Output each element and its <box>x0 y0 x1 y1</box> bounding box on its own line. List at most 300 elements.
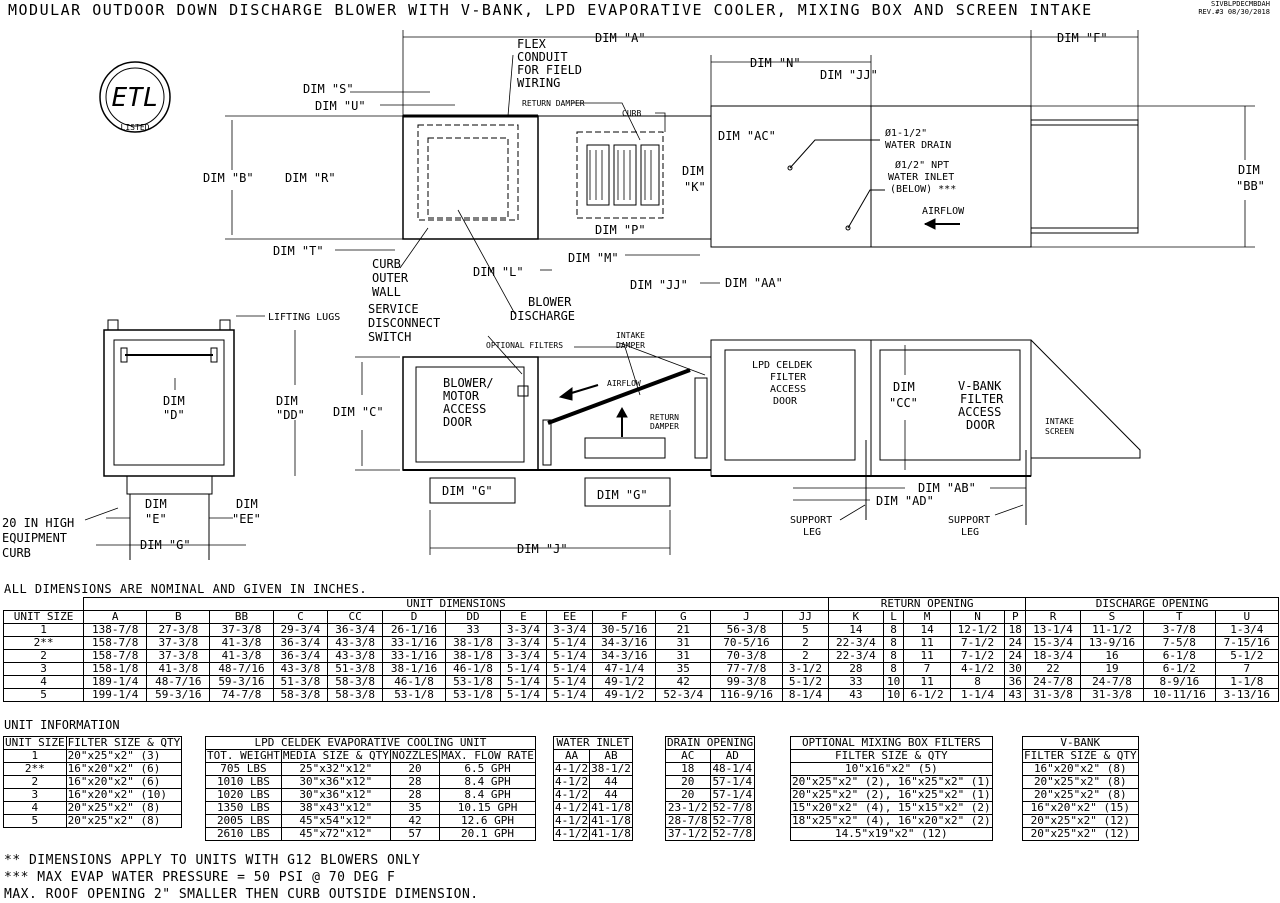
table-cell: 6-1/2 <box>904 689 950 702</box>
table-cell: 4-1/2 <box>555 762 589 775</box>
lpd-door-label-1: LPD CELDEK <box>752 360 813 371</box>
col-header-jj: JJ <box>782 611 828 624</box>
dim-ee-label-1: DIM <box>236 497 258 511</box>
table-cell: 20"x25"x2" (8) <box>1023 789 1139 802</box>
table-cell: 41-3/8 <box>210 637 273 650</box>
table-cell: 36-3/4 <box>328 624 383 637</box>
table-cell: 18-3/4 <box>1026 650 1081 663</box>
table-cell: 189-1/4 <box>84 676 147 689</box>
airflow-label: AIRFLOW <box>922 206 965 217</box>
table-cell: 38-1/16 <box>382 663 445 676</box>
col-header-t: T <box>1144 611 1216 624</box>
lpd-door-label-3: ACCESS <box>770 384 807 395</box>
table-cell: 18 <box>1005 624 1026 637</box>
table-cell: 37-3/8 <box>147 637 210 650</box>
dim-u-label: DIM "U" <box>315 99 366 113</box>
table-cell: 5-1/4 <box>547 637 593 650</box>
table-row <box>554 763 633 776</box>
table-cell: 4-1/2 <box>555 814 589 827</box>
table-cell: 28 <box>390 776 439 789</box>
table-row <box>1023 815 1139 828</box>
col-header-d: D <box>382 611 445 624</box>
dim-jj-label: DIM "JJ" <box>820 68 878 82</box>
col-header: TOT. WEIGHT <box>207 749 280 762</box>
support-leg-label-1b: LEG <box>803 527 822 538</box>
table-cell: 33 <box>829 676 884 689</box>
col-header-k: K <box>829 611 884 624</box>
table-cell: 2 <box>4 650 84 663</box>
table-cell: 158-7/8 <box>84 637 147 650</box>
table-cell: 16 <box>1080 650 1143 663</box>
unit-size-header: UNIT SIZE <box>4 611 84 624</box>
drain-opening-title: DRAIN OPENING <box>667 736 754 749</box>
plan-dimension-lines <box>225 30 1255 283</box>
group-unit-dimensions: UNIT DIMENSIONS <box>84 598 829 611</box>
table-cell: 37-3/8 <box>147 650 210 663</box>
table-row <box>206 763 536 776</box>
table-cell: 8 <box>883 637 904 650</box>
curb-note-2: EQUIPMENT <box>2 531 68 545</box>
support-leg-label-2b: LEG <box>961 527 980 538</box>
table-cell: 34-3/16 <box>593 650 656 663</box>
dim-f-label: DIM "F" <box>1057 31 1108 45</box>
support-leg-label-1a: SUPPORT <box>790 515 833 526</box>
table-cell: 37-1/2 <box>666 828 711 841</box>
dim-bb-label-2: "BB" <box>1236 179 1265 193</box>
table-cell: 10.15 GPH <box>440 802 536 815</box>
table-cell: 1 <box>4 624 84 637</box>
lpd-door-label-2: FILTER <box>770 372 807 383</box>
table-cell: 138-7/8 <box>84 624 147 637</box>
table-cell: 7-1/2 <box>950 637 1005 650</box>
table-cell: 23-1/2 <box>666 802 711 815</box>
water-inlet-label-1: Ø1/2" NPT <box>895 160 950 171</box>
col-header: AC <box>666 750 711 763</box>
table-cell: 24-7/8 <box>1080 676 1143 689</box>
table-cell: 70-3/8 <box>711 650 783 663</box>
table-row <box>206 828 536 841</box>
table-row <box>206 815 536 828</box>
table-cell: 5-1/4 <box>500 663 546 676</box>
table-cell: 3-3/4 <box>500 637 546 650</box>
table-cell: 705 LBS <box>206 763 282 776</box>
table-cell: 2005 LBS <box>206 815 282 828</box>
table-row <box>1023 763 1139 776</box>
water-inlet-title: WATER INLET <box>554 737 633 750</box>
elevation-dim-lines <box>85 336 1026 555</box>
table-cell: 116-9/16 <box>711 689 783 702</box>
table-cell: 1-1/8 <box>1215 676 1278 689</box>
table-cell: 8 <box>883 650 904 663</box>
water-inlet-label-3: (BELOW) *** <box>890 184 957 195</box>
table-row <box>206 776 536 789</box>
table-cell: 2 <box>782 637 828 650</box>
table-cell: 52-7/8 <box>710 815 755 828</box>
filter-unit-size-header: UNIT SIZE <box>5 736 65 749</box>
table-cell: 8 <box>950 676 1005 689</box>
table-cell: 35 <box>656 663 711 676</box>
return-damper-label: RETURN DAMPER <box>522 99 585 108</box>
table-row <box>4 815 182 828</box>
table-cell: 48-7/16 <box>210 663 273 676</box>
elev-airflow-label: AIRFLOW <box>607 379 641 388</box>
table-cell: 33 <box>446 624 501 637</box>
table-cell: 10-11/16 <box>1144 689 1216 702</box>
table-row <box>4 763 182 776</box>
table-cell: 4-1/2 <box>555 801 589 814</box>
table-cell: 14 <box>829 624 884 637</box>
dim-d-label-2: "D" <box>163 408 185 422</box>
dim-r-label: DIM "R" <box>285 171 336 185</box>
table-cell: 5-1/2 <box>1215 650 1278 663</box>
table-cell: 7 <box>904 663 950 676</box>
table-cell: 53-1/8 <box>446 676 501 689</box>
table-row <box>554 815 633 828</box>
lpd-table <box>205 736 536 841</box>
table-cell: 20"x25"x2" (3) <box>66 750 182 763</box>
dim-k-label-1: DIM <box>682 164 704 178</box>
col-header-e: E <box>500 611 546 624</box>
footnote-3: MAX. ROOF OPENING 2" SMALLER THEN CURB OUTSIDE DIMENSION. <box>4 887 479 902</box>
table-cell: 48-7/16 <box>147 676 210 689</box>
table-cell: 36-3/4 <box>273 637 328 650</box>
service-disconnect-label-2: DISCONNECT <box>368 316 441 330</box>
table-cell: 41-3/8 <box>210 650 273 663</box>
table-row <box>554 789 633 802</box>
table-cell: 4-1/2 <box>555 775 589 788</box>
mixing-box-title: OPTIONAL MIXING BOX FILTERS <box>791 737 993 750</box>
dim-c-label: DIM "C" <box>333 405 384 419</box>
table-cell: 1010 LBS <box>206 776 282 789</box>
col-header-c: C <box>273 611 328 624</box>
table-cell: 5-1/4 <box>500 676 546 689</box>
table-cell: 5-1/4 <box>547 689 593 702</box>
lifting-lugs-label: LIFTING LUGS <box>268 312 341 323</box>
table-cell: 24 <box>1005 650 1026 663</box>
dim-l-label: DIM "L" <box>473 265 524 279</box>
table-row <box>666 802 755 815</box>
table-cell: 5 <box>782 624 828 637</box>
col-header-j: J <box>711 611 783 624</box>
filter-table <box>3 736 182 828</box>
dim-n-label: DIM "N" <box>750 56 801 70</box>
col-header: AD <box>710 750 755 763</box>
table-cell: 2 <box>782 650 828 663</box>
table-cell: 1-3/4 <box>1215 624 1278 637</box>
col-header-u: U <box>1215 611 1278 624</box>
dim-g-elev-label-1: DIM "G" <box>442 484 493 498</box>
table-cell: 38-1/2 <box>591 762 631 775</box>
table-cell: 20 <box>390 763 439 776</box>
table-cell: 58-3/8 <box>328 676 383 689</box>
dim-jj2-label: DIM "JJ" <box>630 278 688 292</box>
table-cell: 4 <box>4 802 67 815</box>
blower-discharge-label-2: DISCHARGE <box>510 309 576 323</box>
curb-note-1: 20 IN HIGH <box>2 516 75 530</box>
table-cell: 57-1/4 <box>710 789 755 802</box>
table-cell: 3-13/16 <box>1215 689 1278 702</box>
flex-conduit-label-2: CONDUIT <box>517 50 568 64</box>
table-cell: 21 <box>656 624 711 637</box>
table-cell: 44 <box>590 789 633 802</box>
table-cell: 8 <box>883 624 904 637</box>
vbank-door-label-4: DOOR <box>966 418 995 432</box>
service-disconnect-label-3: SWITCH <box>368 330 412 344</box>
table-row <box>4 776 182 789</box>
plan-labels <box>203 31 1265 323</box>
drain-opening-table <box>665 736 755 841</box>
table-cell: 20"x25"x2" (8) <box>1023 776 1139 789</box>
table-cell: 15"x20"x2" (4), 15"x15"x2" (2) <box>792 801 991 814</box>
col-header-n: N <box>950 611 1005 624</box>
table-cell: 13-1/4 <box>1026 624 1081 637</box>
optional-filters-label: OPTIONAL FILTERS <box>486 341 564 350</box>
water-drain-label-2: WATER DRAIN <box>885 140 952 151</box>
table-cell: 58-3/8 <box>273 689 328 702</box>
mixing-box-col: FILTER SIZE & QTY <box>791 750 993 763</box>
table-cell: 20.1 GPH <box>440 828 536 841</box>
return-damper-elev-2: DAMPER <box>650 422 679 431</box>
dim-e-label-2: "E" <box>145 512 167 526</box>
table-cell: 20 <box>666 776 711 789</box>
table-cell: 6-1/2 <box>1144 663 1216 676</box>
table-cell: 51-3/8 <box>328 663 383 676</box>
table-cell: 2** <box>4 637 84 650</box>
table-row <box>1023 789 1139 802</box>
table-cell: 41-1/8 <box>591 801 631 814</box>
col-header: MAX. FLOW RATE <box>441 749 534 762</box>
dim-t-label: DIM "T" <box>273 244 324 258</box>
logo-text: ETL <box>111 83 159 113</box>
table-cell: 59-3/16 <box>147 689 210 702</box>
table-cell: 8.4 GPH <box>440 776 536 789</box>
dim-m-label: DIM "M" <box>568 251 619 265</box>
table-cell: 43-3/8 <box>328 650 383 663</box>
blower-discharge-label-1: BLOWER <box>528 295 572 309</box>
flex-conduit-label-1: FLEX <box>517 37 546 51</box>
table-cell: 37-3/8 <box>210 624 273 637</box>
col-header-s: S <box>1080 611 1143 624</box>
vbank-table <box>1022 736 1139 841</box>
lpd-door-label-4: DOOR <box>773 396 798 407</box>
table-cell: 35 <box>390 802 439 815</box>
table-cell: 43 <box>1005 689 1026 702</box>
water-inlet-label-2: WATER INLET <box>888 172 955 183</box>
table-cell: 49-1/2 <box>593 676 656 689</box>
table-cell: 5-1/4 <box>547 650 593 663</box>
table-row <box>1023 828 1139 841</box>
col-header: NOZZLES <box>391 749 439 762</box>
table-cell: 158-7/8 <box>84 650 147 663</box>
table-cell: 4 <box>4 676 84 689</box>
table-cell: 33-1/16 <box>382 637 445 650</box>
dim-s-label: DIM "S" <box>303 82 354 96</box>
table-row <box>791 763 993 776</box>
table-cell: 29-3/4 <box>273 624 328 637</box>
table-cell: 48-1/4 <box>710 763 755 776</box>
table-cell: 30"x36"x12" <box>281 789 390 802</box>
table-cell: 3 <box>4 789 67 802</box>
end-view-dim-lines <box>96 316 295 545</box>
table-cell: 3-3/4 <box>547 624 593 637</box>
table-cell: 41-1/8 <box>591 827 631 840</box>
dim-g-elev-label-2: DIM "G" <box>597 488 648 502</box>
table-cell: 28 <box>390 789 439 802</box>
col-header: AB <box>590 750 633 763</box>
water-drain-label-1: Ø1-1/2" <box>885 128 928 139</box>
table-cell: 43-3/8 <box>328 637 383 650</box>
table-cell: 3-7/8 <box>1144 624 1216 637</box>
table-cell: 11 <box>904 650 950 663</box>
table-cell: 20 <box>666 789 711 802</box>
intake-damper-label-2: DAMPER <box>616 341 645 350</box>
table-cell: 199-1/4 <box>84 689 147 702</box>
table-cell: 14.5"x19"x2" (12) <box>791 828 993 841</box>
table-cell: 47-1/4 <box>593 663 656 676</box>
table-cell: 7-5/8 <box>1144 637 1216 650</box>
table-cell: 31 <box>656 637 711 650</box>
table-cell: 74-7/8 <box>210 689 273 702</box>
dim-cc-label-2: "CC" <box>889 396 918 410</box>
table-cell: 38"x43"x12" <box>281 802 390 815</box>
blower-door-label-1: BLOWER/ <box>443 376 494 390</box>
dim-dd-label-2: "DD" <box>276 408 305 422</box>
table-cell: 11 <box>904 637 950 650</box>
col-header-b: B <box>147 611 210 624</box>
return-damper-elev-1: RETURN <box>650 413 679 422</box>
table-cell: 1-1/4 <box>950 689 1005 702</box>
curb-outer-label-3: WALL <box>372 285 401 299</box>
table-cell: 16"x20"x2" (6) <box>66 776 182 789</box>
table-row <box>4 650 1279 663</box>
table-cell: 20"x25"x2" (8) <box>66 802 182 815</box>
table-cell: 7 <box>1215 663 1278 676</box>
vbank-door-label-2: FILTER <box>960 392 1004 406</box>
col-header-dd: DD <box>446 611 501 624</box>
table-row <box>791 828 993 841</box>
table-row <box>206 789 536 802</box>
table-cell: 1350 LBS <box>206 802 282 815</box>
table-cell: 52-7/8 <box>710 828 755 841</box>
table-cell: 24-7/8 <box>1026 676 1081 689</box>
unit-dimensions-table <box>3 597 1279 702</box>
col-header-p: P <box>1005 611 1026 624</box>
table-cell: 5-1/2 <box>782 676 828 689</box>
table-cell: 10"x16"x2" (5) <box>791 763 993 776</box>
table-cell: 14 <box>904 624 950 637</box>
curb-note-3: CURB <box>2 546 31 560</box>
table-cell: 4-1/2 <box>555 827 589 840</box>
table-cell: 3 <box>4 663 84 676</box>
table-row <box>1023 776 1139 789</box>
table-cell: 10 <box>883 689 904 702</box>
table-cell: 22-3/4 <box>829 637 884 650</box>
table-cell: 8-1/4 <box>782 689 828 702</box>
dim-dd-label-1: DIM <box>276 394 298 408</box>
table-cell: 25"x32"x12" <box>281 763 390 776</box>
col-header-a: A <box>84 611 147 624</box>
table-cell: 22 <box>1026 663 1081 676</box>
table-cell: 52-3/4 <box>656 689 711 702</box>
footnote-1: ** DIMENSIONS APPLY TO UNITS WITH G12 BLOWERS ONLY <box>4 853 421 868</box>
table-cell: 20"x25"x2" (2), 16"x25"x2" (1) <box>792 775 991 788</box>
dim-ab-label: DIM "AB" <box>918 481 976 495</box>
table-cell: 34-3/16 <box>593 637 656 650</box>
table-cell: 30-5/16 <box>593 624 656 637</box>
col-header-f: F <box>593 611 656 624</box>
table-cell: 16"x20"x2" (6) <box>66 763 182 776</box>
table-cell: 16"x20"x2" (8) <box>1023 763 1139 776</box>
table-cell: 18"x25"x2" (4), 16"x20"x2" (2) <box>792 814 991 827</box>
table-cell: 45"x54"x12" <box>281 815 390 828</box>
table-cell: 8 <box>883 663 904 676</box>
table-cell: 30 <box>1005 663 1026 676</box>
table-row <box>4 789 182 802</box>
vbank-door-label-3: ACCESS <box>958 405 1002 419</box>
table-cell: 36 <box>1005 676 1026 689</box>
table-cell: 7-15/16 <box>1215 637 1278 650</box>
table-row <box>666 789 755 802</box>
table-row <box>4 689 1279 702</box>
blower-door-label-2: MOTOR <box>443 389 480 403</box>
table-row <box>4 624 1279 637</box>
intake-screen-label-2: SCREEN <box>1045 427 1074 436</box>
table-cell: 45"x72"x12" <box>281 828 390 841</box>
table-cell: 51-3/8 <box>273 676 328 689</box>
water-inlet-table <box>553 736 633 841</box>
col-header-m: M <box>904 611 950 624</box>
dim-bb-label-1: DIM <box>1238 163 1260 177</box>
logo-subtext: LISTED <box>120 123 150 132</box>
table-row <box>791 776 993 789</box>
col-header-bb: BB <box>210 611 273 624</box>
col-header-l: L <box>883 611 904 624</box>
col-header-ee: EE <box>547 611 593 624</box>
table-cell: 46-1/8 <box>446 663 501 676</box>
table-cell: 31-3/8 <box>1080 689 1143 702</box>
table-cell: 44 <box>590 776 633 789</box>
drawing-title: MODULAR OUTDOOR DOWN DISCHARGE BLOWER WITH V-BANK, LPD EVAPORATIVE COOLER, MIXING BOX AND SCREEN INTAKE <box>8 1 1093 19</box>
plan-leaders <box>400 55 665 314</box>
table-cell: 56-3/8 <box>711 624 783 637</box>
table-cell: 36-3/4 <box>273 650 328 663</box>
table-cell: 5-1/4 <box>547 663 593 676</box>
dim-b-label: DIM "B" <box>203 171 254 185</box>
table-cell: 1020 LBS <box>206 789 282 802</box>
drawing-number: SIVBLPDECMBDAH <box>1210 0 1270 8</box>
dim-p-label: DIM "P" <box>595 223 646 237</box>
table-cell: 8-9/16 <box>1144 676 1216 689</box>
table-cell: 3-1/2 <box>782 663 828 676</box>
table-cell: 5 <box>4 815 67 828</box>
table-cell: 5 <box>4 689 84 702</box>
end-view <box>104 320 234 560</box>
unit-info-label: UNIT INFORMATION <box>4 718 120 732</box>
table-cell: 42 <box>656 676 711 689</box>
plan-view <box>403 106 1138 247</box>
table-row <box>666 776 755 789</box>
table-cell: 20"x25"x2" (2), 16"x25"x2" (1) <box>792 788 991 801</box>
table-cell: 31 <box>656 650 711 663</box>
table-cell: 3-3/4 <box>500 624 546 637</box>
dim-ee-label-2: "EE" <box>232 512 261 526</box>
flex-conduit-label-4: WIRING <box>517 76 561 90</box>
dim-k-label-2: "K" <box>684 180 706 194</box>
table-cell: 38-1/8 <box>446 637 501 650</box>
table-cell: 4-1/2 <box>555 788 589 801</box>
table-cell: 5-1/4 <box>547 676 593 689</box>
nominal-note: ALL DIMENSIONS ARE NOMINAL AND GIVEN IN INCHES. <box>4 582 368 596</box>
